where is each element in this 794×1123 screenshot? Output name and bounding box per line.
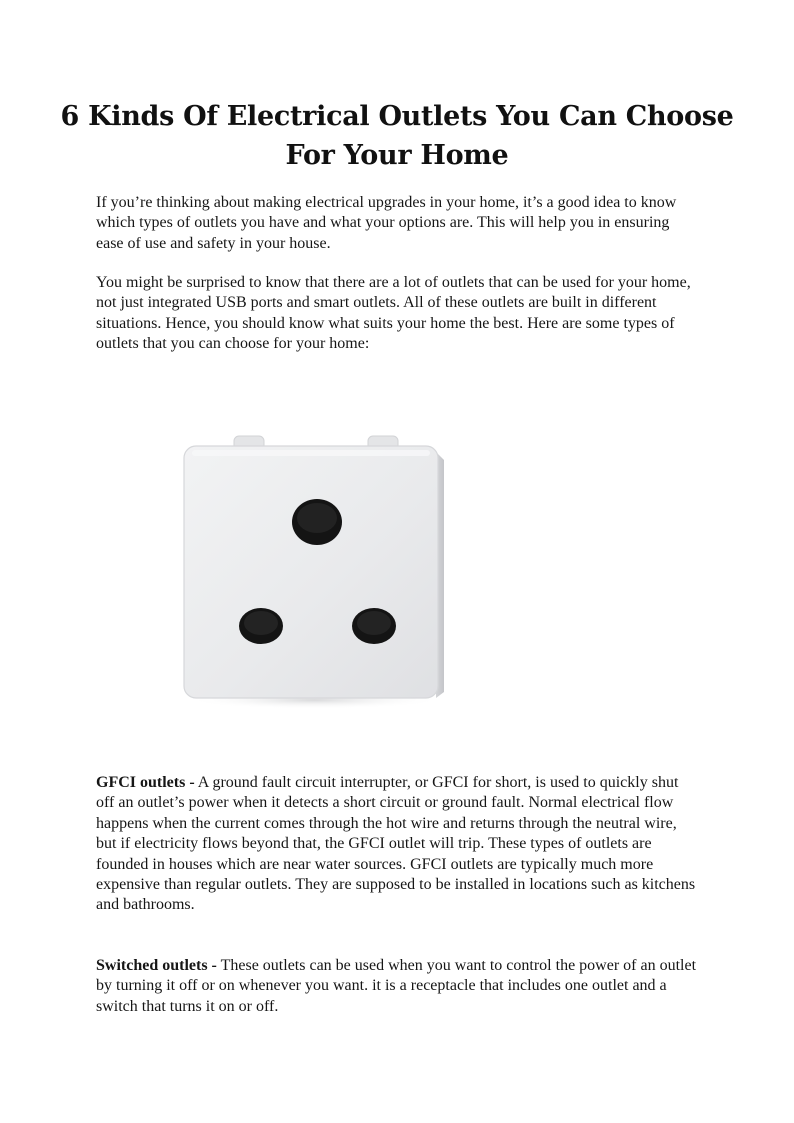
section-text-switched: These outlets can be used when you want to control the power of an outlet by turning it off or on whenever you want. it is a receptacle that includes one outlet and a switch that turns it on or off. [96, 957, 697, 1015]
outlet-image [178, 430, 448, 712]
intro-paragraph-1: If you’re thinking about making electrical upgrades in your home, it’s a good idea to know which types of outlets you have and what your options are. This will help you in ensuring ease of use and safety in your house. [96, 194, 677, 252]
page-title: 6 Kinds Of Electrical Outlets You Can Choose For Your Home [60, 101, 734, 171]
section-term-gfci: GFCI outlets - [96, 774, 195, 791]
section-gfci-outlets [96, 773, 700, 916]
section-term-switched: Switched outlets - [96, 957, 217, 974]
socket-face [184, 446, 438, 698]
section-text-gfci: A ground fault circuit interrupter, or GFCI for short, is used to quickly shut off an outlet’s power when it detects a short circuit or ground fault. Normal electrical flow happens when the current comes through the hot wire and returns through the neutral wire, but if electricity flows beyond that, the GFCI outlet will trip. These types of outlets are founded in houses which are near water sources. GFCI outlets are typically much more expensive than regular outlets. They are supposed to be installed in locations such as kitchens and bathrooms. [96, 774, 696, 914]
intro-paragraph-2: You might be surprised to know that there are a lot of outlets that can be used for your home, not just integrated USB ports and smart outlets. All of these outlets are built in different situations. Hence, you should know what suits your home the best. Here are some types of outlets that you can choose for your home: [96, 274, 691, 353]
section-switched-outlets [96, 956, 700, 1017]
three-pin-socket-icon [178, 430, 448, 712]
